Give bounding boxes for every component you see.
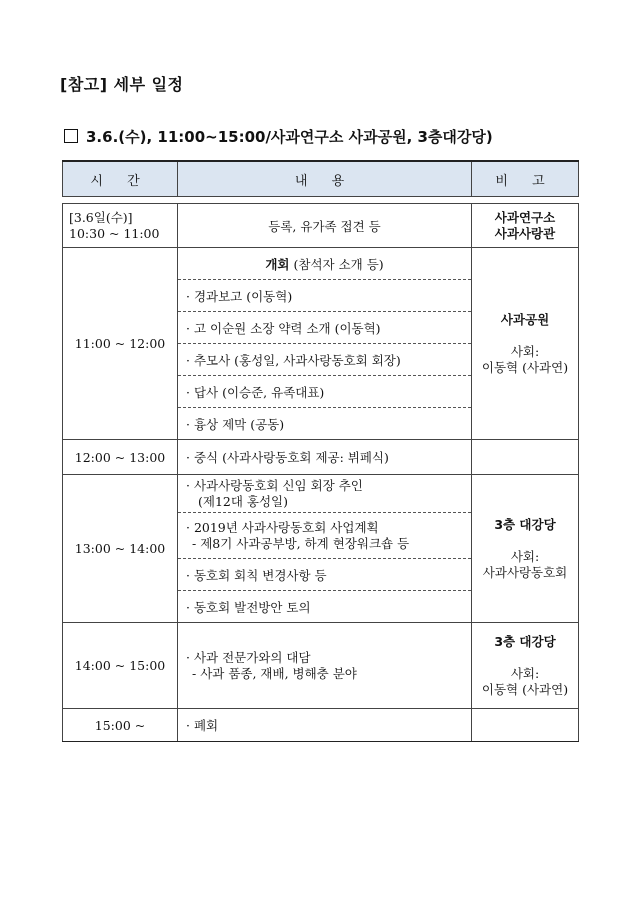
row1-time-cell xyxy=(63,204,178,248)
row5-note-mc: 사회: xyxy=(510,665,540,681)
header-note: 비 고 xyxy=(472,161,579,197)
table-header-row xyxy=(63,161,579,197)
row1-note-line1: 사과연구소 xyxy=(494,209,556,225)
row4-item2-line1: · 2019년 사과사랑동호회 사업계획 xyxy=(186,519,379,535)
row5-item-line1: · 사과 전문가와의 대담 xyxy=(186,649,311,665)
row4-time: 13:00 ~ 14:00 xyxy=(63,475,178,623)
schedule-subtitle xyxy=(64,126,493,147)
row5-item-line2: - 사과 품종, 재배, 병해충 분야 xyxy=(192,665,357,681)
row5-time: 14:00 ~ 15:00 xyxy=(63,623,178,709)
row1-date: [3.6일(수)] xyxy=(69,209,133,225)
checkbox-square-icon xyxy=(64,129,78,143)
table-row xyxy=(63,248,579,280)
row2-note-mc: 사회: xyxy=(510,343,540,359)
row1-content: 등록, 유가족 접견 등 xyxy=(178,204,472,248)
row4-item1-line1: · 사과사랑동호회 신임 회장 추인 xyxy=(186,477,363,493)
row3-content: · 중식 (사과사랑동호회 제공: 뷔페식) xyxy=(178,440,472,475)
row3-note xyxy=(472,440,579,475)
row6-time: 15:00 ~ xyxy=(63,709,178,742)
row4-item2-line2: - 제8기 사과공부방, 하계 현장워크숍 등 xyxy=(192,535,410,551)
row2-time: 11:00 ~ 12:00 xyxy=(63,248,178,440)
row2-note xyxy=(472,248,579,440)
table-row xyxy=(63,204,579,248)
row4-item4: · 동호회 발전방안 토의 xyxy=(178,591,472,623)
row4-item1 xyxy=(178,475,472,513)
row1-time: 10:30 ~ 11:00 xyxy=(69,225,160,241)
schedule-table xyxy=(62,160,579,742)
row4-item3: · 동호회 회칙 변경사항 등 xyxy=(178,559,472,591)
row4-note-mc: 사회: xyxy=(510,548,540,564)
reference-title: [참고] 세부 일정 xyxy=(60,75,184,94)
row2-item: · 답사 (이승준, 유족대표) xyxy=(178,376,472,408)
table-row xyxy=(63,440,579,475)
row4-note xyxy=(472,475,579,623)
row3-time: 12:00 ~ 13:00 xyxy=(63,440,178,475)
row2-opening xyxy=(178,248,472,280)
schedule-subtitle-text: 3.6.(수), 11:00~15:00/사과연구소 사과공원, 3층대강당) xyxy=(86,128,493,146)
header-content: 내 용 xyxy=(178,161,472,197)
table-row xyxy=(63,475,579,513)
row1-note-line2: 사과사랑관 xyxy=(494,225,556,241)
row4-item1-line2: (제12대 홍성일) xyxy=(198,493,289,509)
row5-content xyxy=(178,623,472,709)
row4-item2 xyxy=(178,513,472,559)
row2-note-place: 사과공원 xyxy=(500,311,550,327)
row1-note xyxy=(472,204,579,248)
row2-opening-bold: 개회 xyxy=(265,256,290,272)
header-time: 시 간 xyxy=(63,161,178,197)
row6-content: · 폐회 xyxy=(178,709,472,742)
row4-note-mc-name: 사과사랑동호회 xyxy=(482,564,568,580)
row2-item: · 추모사 (홍성일, 사과사랑동호회 회장) xyxy=(178,344,472,376)
row2-item: · 경과보고 (이동혁) xyxy=(178,280,472,312)
table-gap-row xyxy=(63,197,579,204)
table-row xyxy=(63,623,579,709)
row5-note-mc-name: 이동혁 (사과연) xyxy=(481,681,569,697)
row2-item: · 흉상 제막 (공동) xyxy=(178,408,472,440)
row2-note-mc-name: 이동혁 (사과연) xyxy=(481,359,569,375)
row5-note-place: 3층 대강당 xyxy=(494,633,556,649)
table-row xyxy=(63,709,579,742)
row2-item: · 고 이순원 소장 약력 소개 (이동혁) xyxy=(178,312,472,344)
row2-opening-rest: (참석자 소개 등) xyxy=(289,256,384,272)
row5-note xyxy=(472,623,579,709)
row4-note-place: 3층 대강당 xyxy=(494,516,556,532)
row6-note xyxy=(472,709,579,742)
